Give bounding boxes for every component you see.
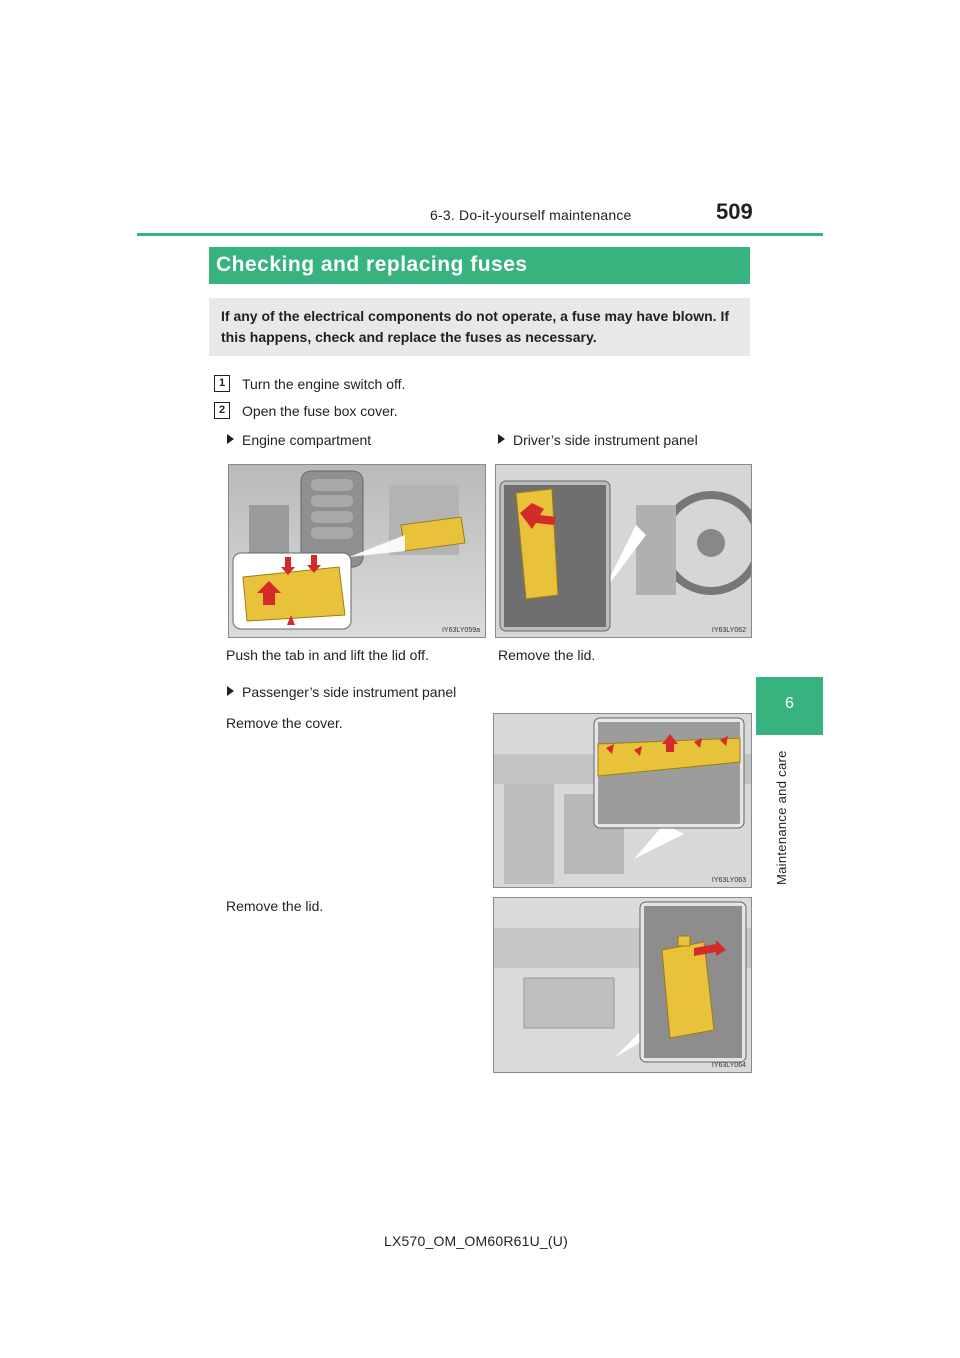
section-title: Checking and replacing fuses — [216, 253, 528, 276]
chapter-number: 6 — [785, 695, 794, 712]
chapter-title: Maintenance and care — [774, 750, 789, 885]
step-number-2: 2 — [214, 402, 230, 419]
running-header-section: 6-3. Do-it-yourself maintenance — [430, 207, 632, 223]
document-code: LX570_OM_OM60R61U_(U) — [384, 1233, 568, 1249]
engine-compartment-illustration — [228, 464, 486, 638]
passenger-lid-illustration — [493, 897, 752, 1073]
figure-id: IY63LY059a — [441, 627, 480, 634]
bullet-driver-panel — [498, 432, 698, 448]
bullet-triangle-icon — [227, 686, 234, 696]
bullet-passenger-panel — [227, 684, 456, 700]
driver-panel-illustration — [495, 464, 752, 638]
intro-box — [209, 298, 750, 356]
caption-driver: Remove the lid. — [498, 647, 596, 663]
caption-passenger-lid: Remove the lid. — [226, 898, 324, 914]
intro-text: If any of the electrical components do not operate, a fuse may have blown. If this happens, check and replace the fuses as necessary. — [221, 308, 729, 345]
bullet-label: Passenger’s side instrument panel — [242, 684, 457, 700]
chapter-title-vertical — [770, 745, 794, 885]
figure-id: IY63LY062 — [711, 627, 746, 634]
bullet-label: Driver’s side instrument panel — [513, 432, 698, 448]
section-title-bar — [209, 247, 750, 284]
caption-engine: Push the tab in and lift the lid off. — [226, 647, 429, 663]
step-number-1: 1 — [214, 375, 230, 392]
bullet-label: Engine compartment — [242, 432, 372, 448]
bullet-engine-compartment — [227, 432, 371, 448]
step-text-1: Turn the engine switch off. — [242, 376, 406, 392]
passenger-cover-illustration — [493, 713, 752, 888]
caption-passenger-cover: Remove the cover. — [226, 715, 343, 731]
header-rule — [137, 233, 823, 236]
figure-id: IY63LY064 — [711, 1062, 746, 1069]
figure-id: IY63LY063 — [711, 877, 746, 884]
bullet-triangle-icon — [498, 434, 505, 444]
step-text-2: Open the fuse box cover. — [242, 403, 398, 419]
bullet-triangle-icon — [227, 434, 234, 444]
page-number: 509 — [716, 199, 753, 224]
chapter-tab — [756, 677, 823, 735]
